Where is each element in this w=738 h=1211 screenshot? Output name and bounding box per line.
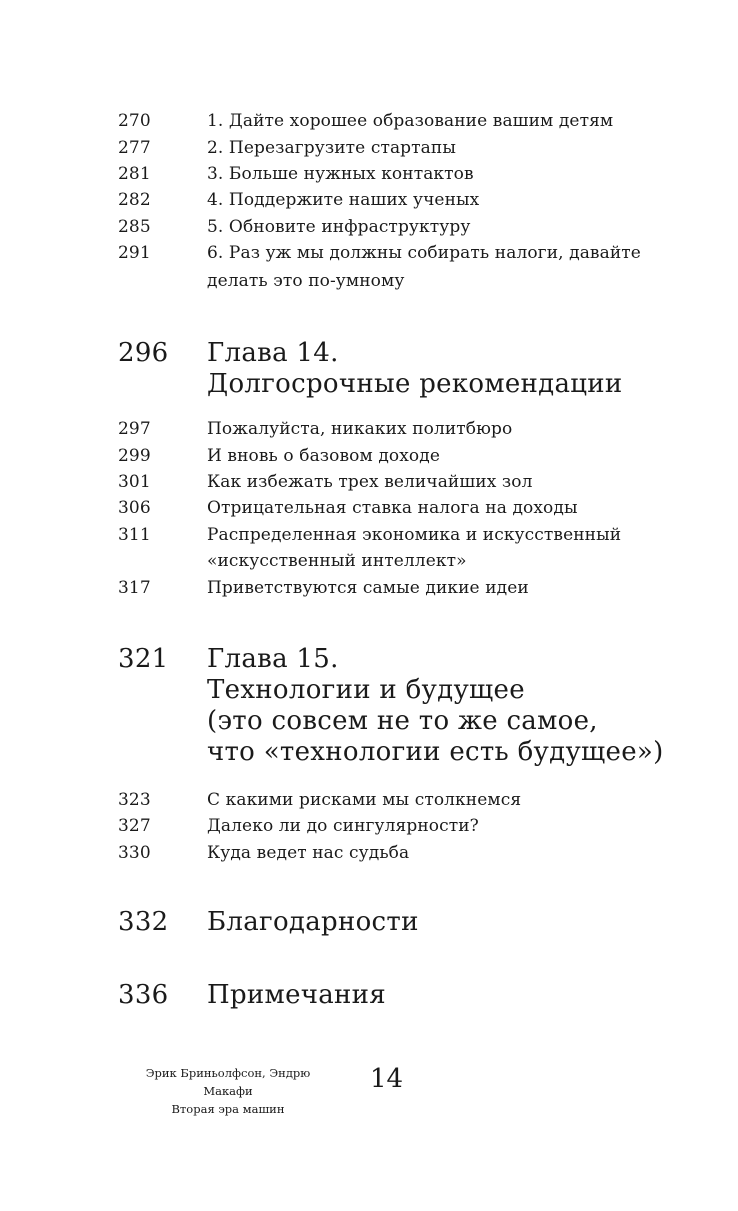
entry-title: Отрицательная ставка налога на доходы	[207, 498, 578, 518]
entry-title: И вновь о базовом доходе	[207, 446, 440, 466]
entry-title: 1. Дайте хорошее образование вашим детям	[207, 111, 614, 131]
page-number: 285	[118, 217, 151, 237]
entry-title: 3. Больше нужных контактов	[207, 164, 474, 184]
chapter-title-text: Долгосрочные рекомендации	[207, 369, 623, 399]
entry-title: Далеко ли до сингулярности?	[207, 816, 479, 836]
chapter-title-text: (это совсем не то же самое,	[207, 706, 598, 736]
chapter-title-text: Благодарности	[207, 907, 419, 937]
page-number: 317	[118, 578, 151, 598]
entry-title: делать это по-умному	[207, 271, 405, 291]
chapter-title-text: Технологии и будущее	[207, 675, 525, 705]
page-number: 291	[118, 243, 151, 263]
entry-title: Приветствуются самые дикие идеи	[207, 578, 529, 598]
page-number: 299	[118, 446, 151, 466]
footer-authors: Эрик Бриньолфсон, Эндрю Макафи	[145, 1066, 311, 1098]
entry-title: 5. Обновите инфраструктуру	[207, 217, 471, 237]
page-number: 282	[118, 190, 151, 210]
page-number: 296	[118, 338, 169, 368]
page-number: 330	[118, 843, 151, 863]
page-number: 332	[118, 907, 169, 937]
entry-title: С какими рисками мы столкнемся	[207, 790, 522, 810]
chapter-title-text: Примечания	[207, 980, 387, 1010]
entry-title: «искусственный интеллект»	[207, 551, 467, 571]
page-number: 306	[118, 498, 151, 518]
entry-title: Как избежать трех величайших зол	[207, 472, 533, 492]
page-number: 301	[118, 472, 151, 492]
page-number: 327	[118, 816, 151, 836]
running-footer	[128, 1064, 328, 1118]
footer-book-title: Вторая эра машин	[171, 1102, 285, 1116]
page-number: 323	[118, 790, 151, 810]
entry-title: Распределенная экономика и искусственный	[207, 525, 622, 545]
chapter-label: Глава 14.	[207, 338, 339, 368]
entry-title: Пожалуйста, никаких политбюро	[207, 419, 513, 439]
folio-page-number: 14	[370, 1064, 404, 1094]
page-number: 277	[118, 138, 151, 158]
entry-title: Куда ведет нас судьба	[207, 843, 410, 863]
entry-title: 6. Раз уж мы должны собирать налоги, давайте	[207, 243, 641, 263]
page-number: 281	[118, 164, 151, 184]
entry-title: 4. Поддержите наших ученых	[207, 190, 480, 210]
chapter-title-text: что «технологии есть будущее»)	[207, 737, 664, 767]
entry-title: 2. Перезагрузите стартапы	[207, 138, 456, 158]
page-number: 297	[118, 419, 151, 439]
page-number: 311	[118, 525, 151, 545]
chapter-label: Глава 15.	[207, 644, 339, 674]
page-number: 321	[118, 644, 169, 674]
page-number: 336	[118, 980, 169, 1010]
page-number: 270	[118, 111, 151, 131]
